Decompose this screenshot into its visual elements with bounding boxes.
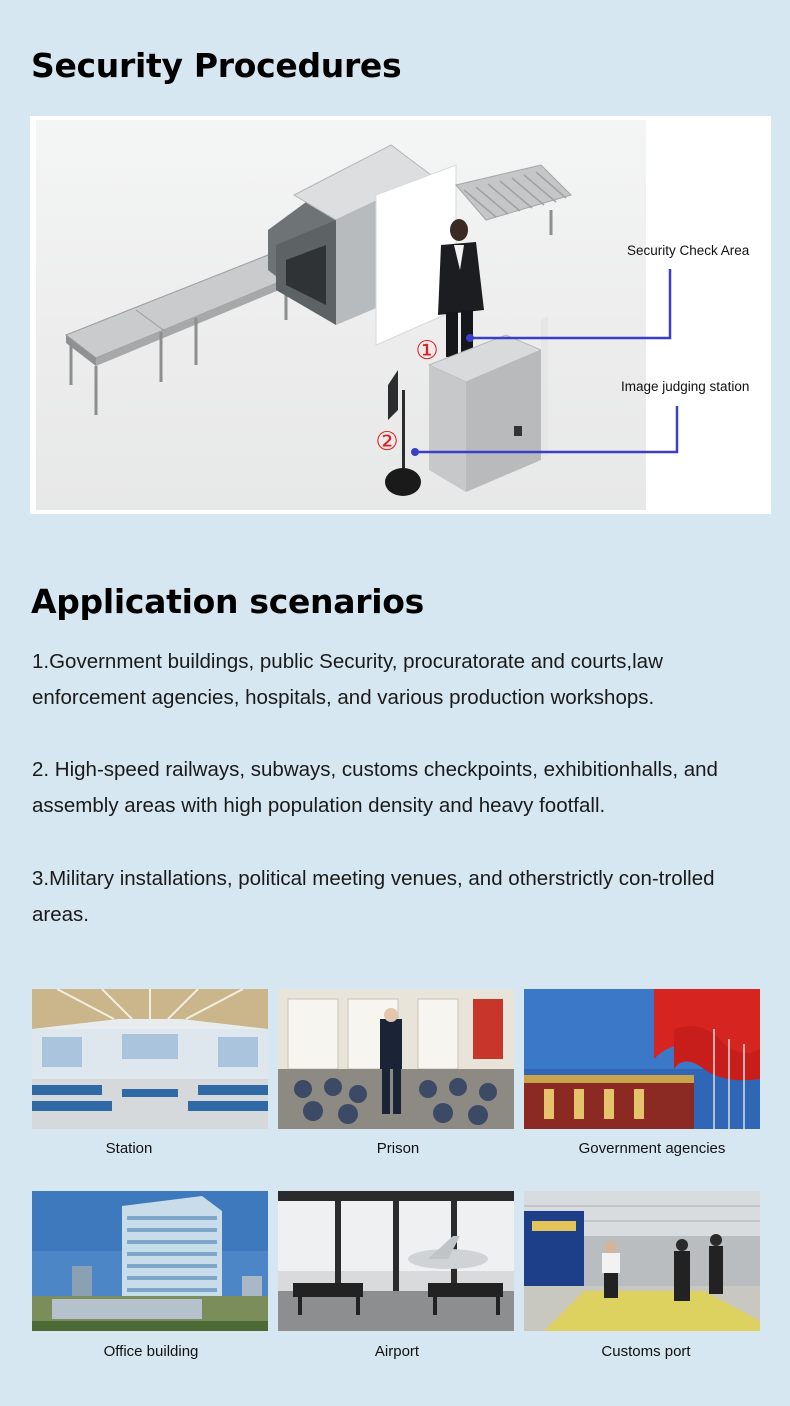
caption-airport: Airport — [374, 1343, 420, 1360]
caption-station: Station — [105, 1140, 153, 1157]
government-photo — [524, 989, 760, 1129]
office-photo — [32, 1191, 268, 1331]
caption-customs-port: Customs port — [601, 1343, 691, 1360]
station-photo — [32, 989, 268, 1129]
caption-office-building: Office building — [103, 1343, 199, 1360]
scenario-paragraph-1: 1.Government buildings, public Security, procuratorate and courts,law enforcement agencies, hospitals, and various production workshops. — [32, 650, 663, 709]
section-title-application-scenarios: Application scenarios — [31, 582, 424, 621]
caption-prison: Prison — [376, 1140, 420, 1157]
scenario-paragraph-2: 2. High-speed railways, subways, customs checkpoints, exhibitionhalls, and assembly areas with high population density and heavy footfall. — [32, 758, 718, 817]
scenario-paragraph-3: 3.Military installations, political meeting venues, and otherstrictly con-trolled areas. — [32, 867, 715, 926]
security-procedure-diagram — [30, 116, 771, 514]
marker-two: ② — [375, 427, 399, 457]
prison-photo — [278, 989, 514, 1129]
caption-government-agencies: Government agencies — [578, 1140, 726, 1157]
section-title-security-procedures: Security Procedures — [31, 46, 402, 85]
airport-photo — [278, 1191, 514, 1331]
label-security-check-area: Security Check Area — [627, 243, 750, 258]
callout-lines — [30, 116, 771, 514]
label-image-judging-station: Image judging station — [621, 379, 750, 394]
customs-photo — [524, 1191, 760, 1331]
marker-one: ① — [415, 336, 439, 366]
